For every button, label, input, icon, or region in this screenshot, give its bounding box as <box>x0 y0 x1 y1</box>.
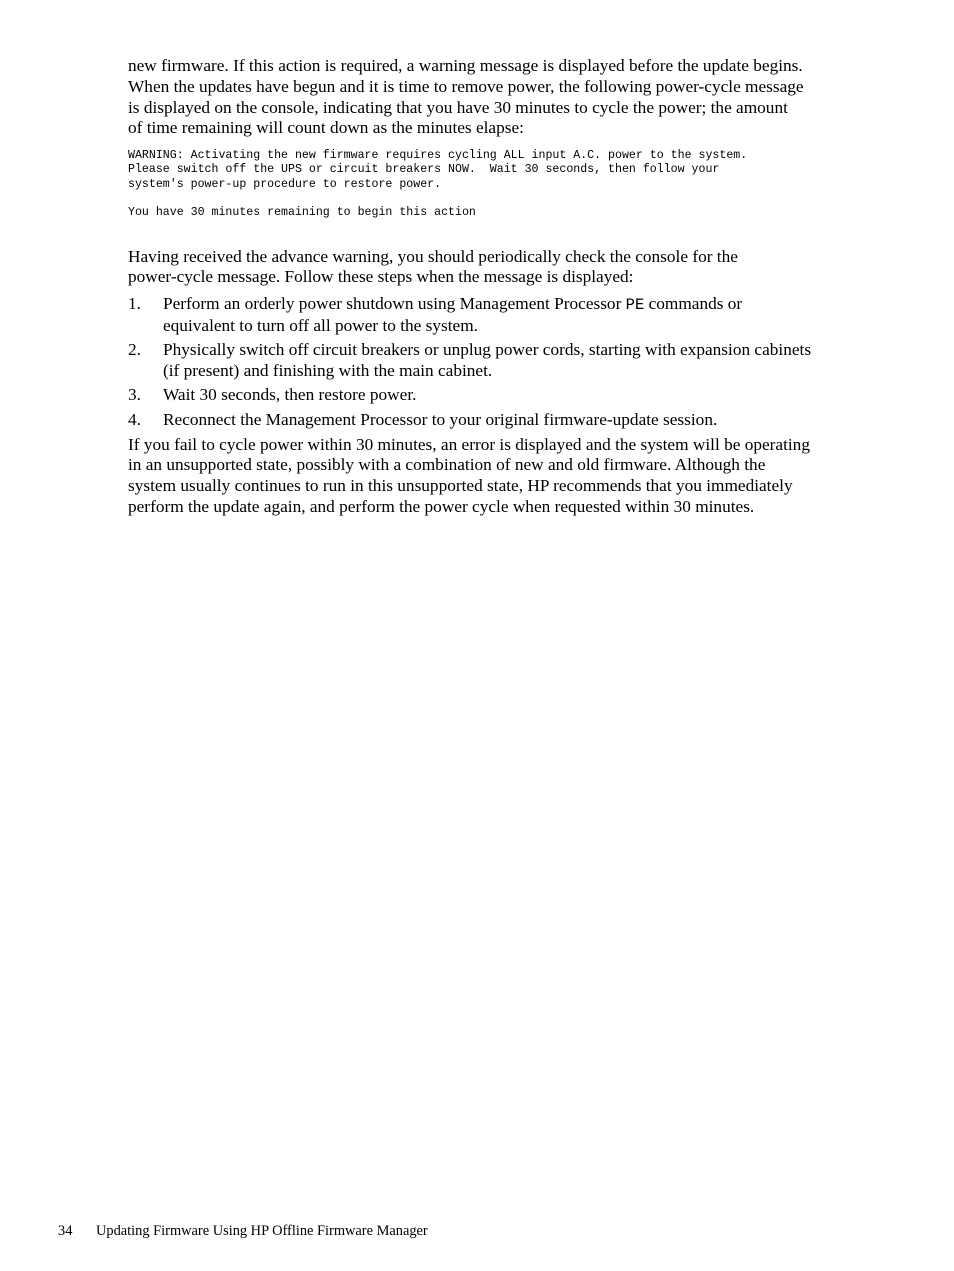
step-text: Perform an orderly power shutdown using Management Processor <box>163 294 626 314</box>
intro-line: of time remaining will count down as the minutes elapse: <box>128 118 524 138</box>
code-line: system's power-up procedure to restore power. <box>128 177 442 191</box>
step-number: 2. <box>128 340 141 360</box>
advance-warning-paragraph <box>128 247 870 289</box>
paragraph-line: system usually continues to run in this unsupported state, HP recommends that you immediately <box>128 476 793 496</box>
step-text: commands or <box>644 294 743 314</box>
intro-paragraph <box>128 56 870 139</box>
code-line: WARNING: Activating the new firmware requires cycling ALL input A.C. power to the system. <box>128 149 748 163</box>
step-number: 4. <box>128 409 141 429</box>
paragraph-line: in an unsupported state, possibly with a combination of new and old firmware. Although the <box>128 455 766 475</box>
list-item <box>128 410 870 431</box>
code-line: You have 30 minutes remaining to begin this action <box>128 206 476 220</box>
document-body <box>128 56 870 518</box>
inline-command-code: PE <box>625 296 645 315</box>
paragraph-line: Having received the advance warning, you should periodically check the console for the <box>128 246 738 266</box>
code-line: Please switch off the UPS or circuit breakers NOW. Wait 30 seconds, then follow your <box>128 163 720 177</box>
intro-line: is displayed on the console, indicating that you have 30 minutes to cycle the power; the amount <box>128 97 788 117</box>
paragraph-line: If you fail to cycle power within 30 minutes, an error is displayed and the system will be operating <box>128 434 810 454</box>
paragraph-line: perform the update again, and perform the power cycle when requested within 30 minutes. <box>128 496 755 516</box>
step-text: Wait 30 seconds, then restore power. <box>163 385 417 405</box>
code-line <box>128 192 870 206</box>
page-footer <box>58 1222 428 1240</box>
step-text: Physically switch off circuit breakers or unplug power cords, starting with expansion cabinets <box>163 340 812 360</box>
paragraph-line: power-cycle message. Follow these steps when the message is displayed: <box>128 267 634 287</box>
failure-paragraph <box>128 435 870 518</box>
list-item <box>128 294 870 337</box>
console-warning-code-block <box>128 149 870 220</box>
footer-section-title: Updating Firmware Using HP Offline Firmware Manager <box>96 1223 428 1239</box>
step-text: (if present) and finishing with the main cabinet. <box>163 361 493 381</box>
step-text: Reconnect the Management Processor to your original firmware-update session. <box>163 409 718 429</box>
step-number: 1. <box>128 294 141 314</box>
intro-line: new firmware. If this action is required, a warning message is displayed before the update begins. <box>128 56 803 75</box>
page-number: 34 <box>58 1223 73 1239</box>
step-text: equivalent to turn off all power to the system. <box>163 316 478 336</box>
power-cycle-steps-list <box>128 294 870 430</box>
list-item <box>128 340 870 382</box>
intro-line: When the updates have begun and it is time to remove power, the following power-cycle message <box>128 76 804 96</box>
step-number: 3. <box>128 385 141 405</box>
list-item <box>128 385 870 406</box>
